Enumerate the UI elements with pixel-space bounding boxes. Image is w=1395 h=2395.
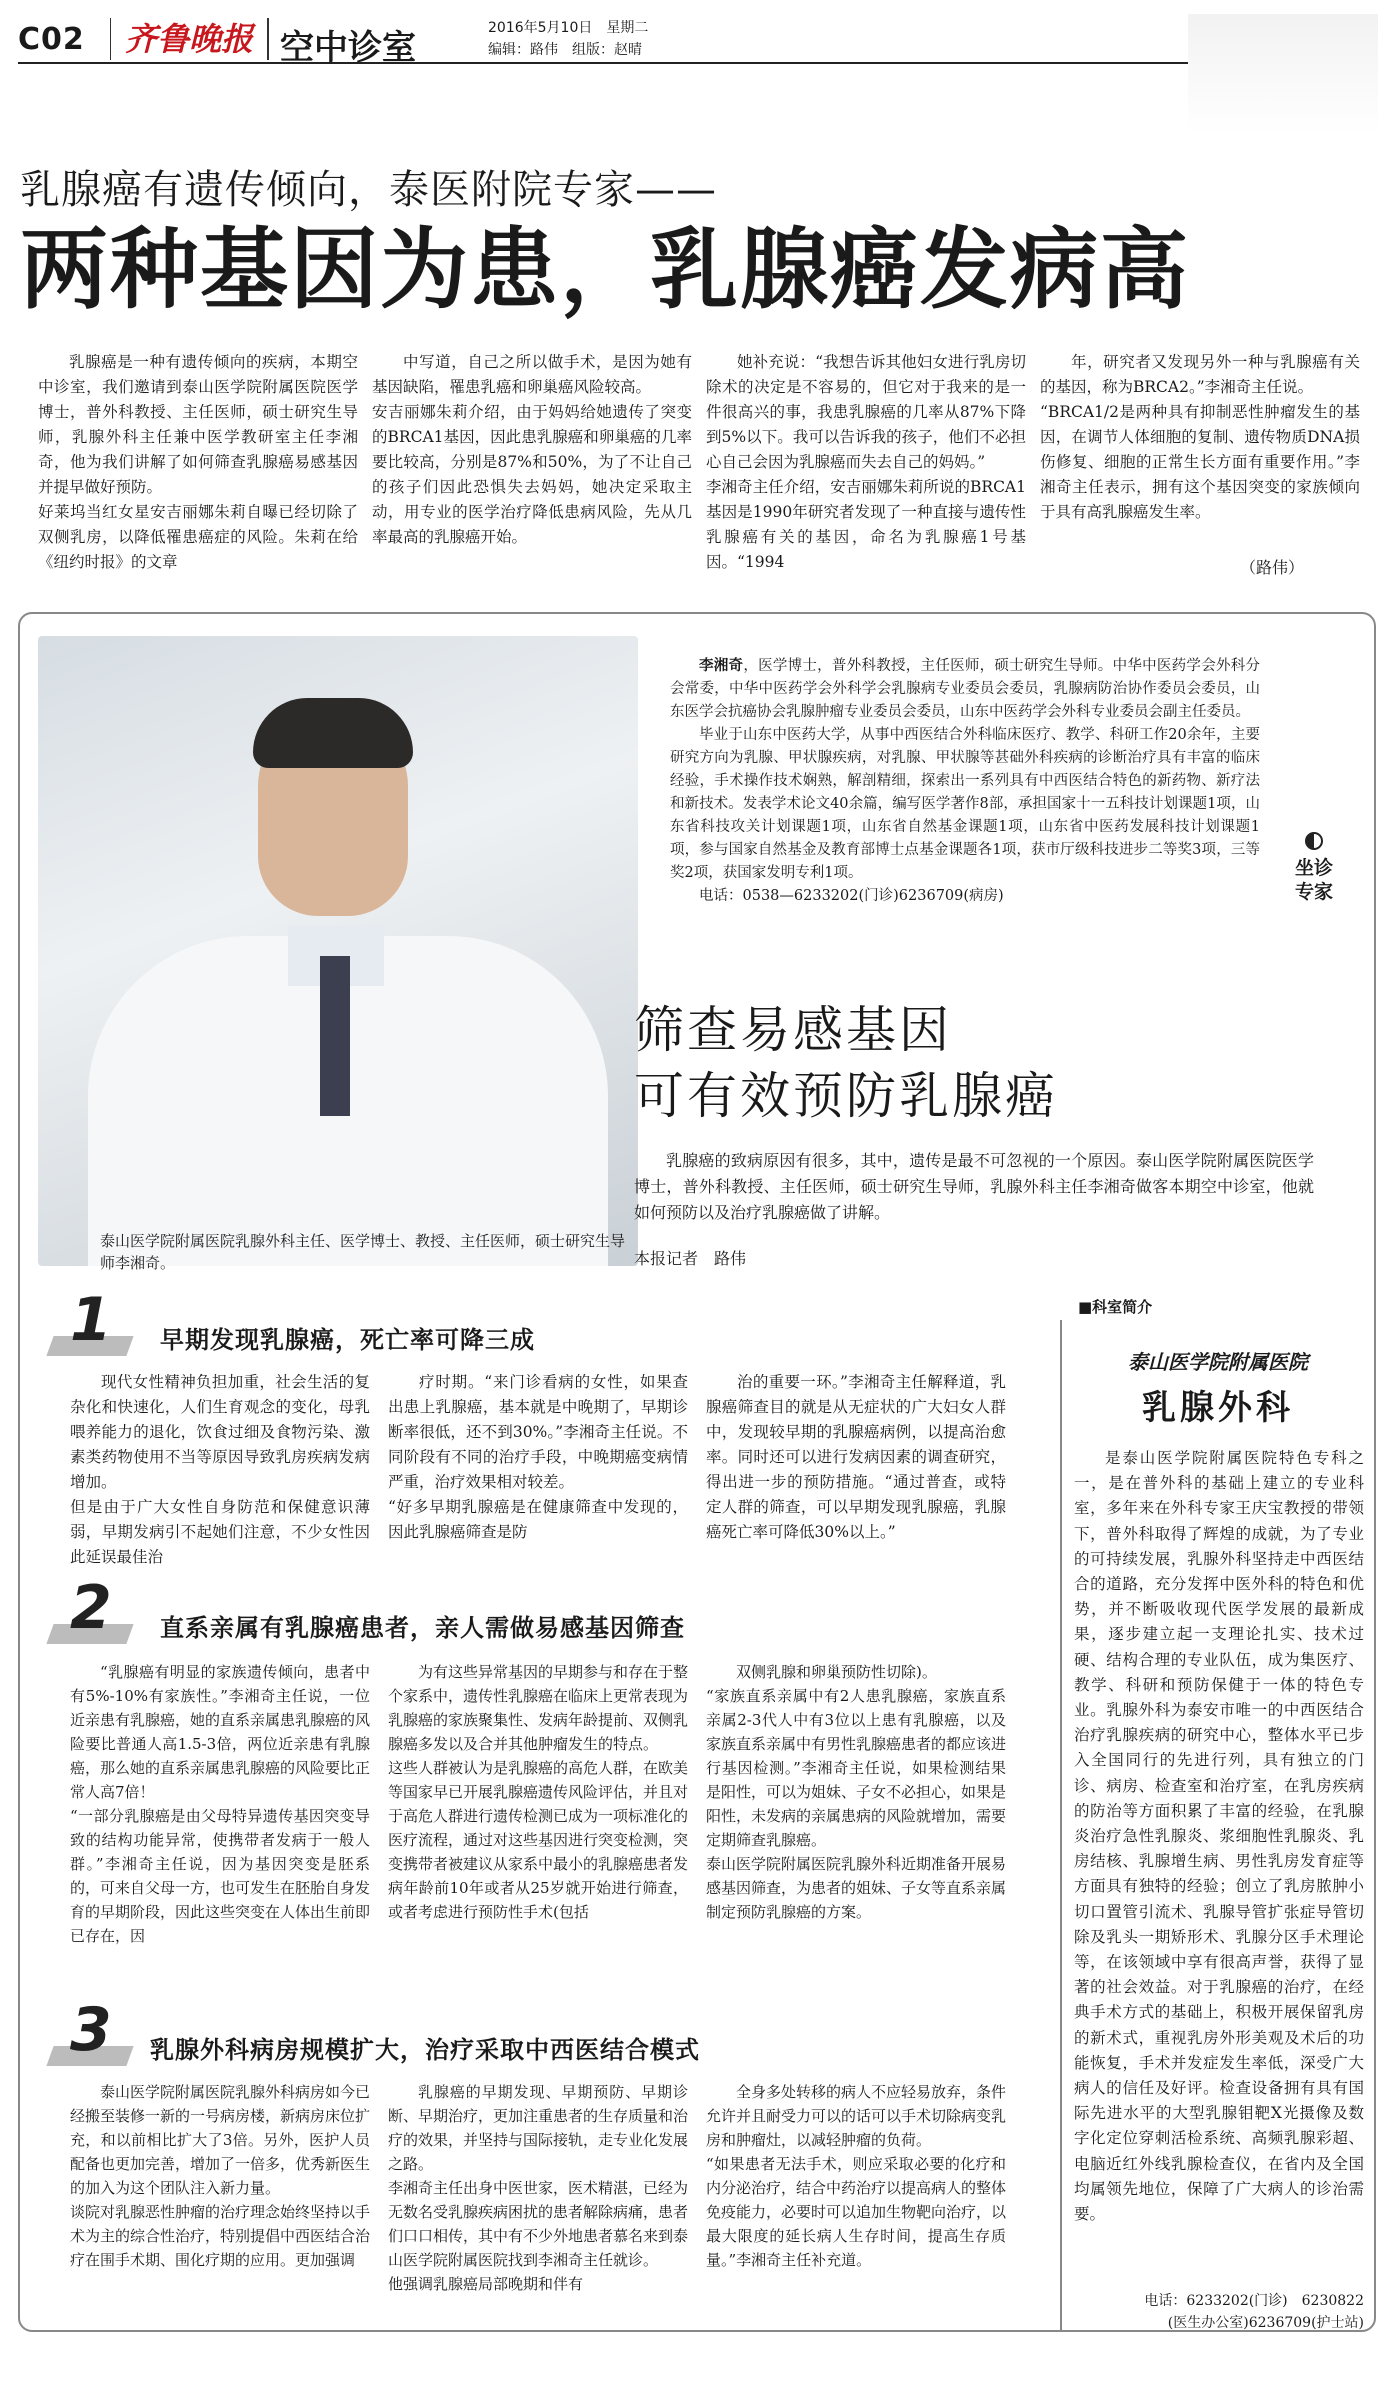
section-1-number: 1 bbox=[70, 1285, 112, 1355]
expert-tag bbox=[1295, 832, 1333, 904]
editor-line: 编辑：路伟 组版：赵晴 bbox=[488, 42, 642, 58]
top-article-text: 中写道，自己之所以做手术，是因为她有基因缺陷，罹患乳癌和卵巢癌风险较高。 安吉丽娜朱莉介绍，由于妈妈给她遗传了突变的BRCA1基因，因此患乳腺癌和卵巢癌的几率要比较高，分别是87%和50%，为了不让自己的孩子们因此恐惧失去妈妈，她决定采取主动，用专业的医学治疗降低患病风险，先从几率最高的乳腺癌开始。 bbox=[372, 353, 692, 546]
sidebar-hospital: 泰山医学院附属医院 bbox=[1128, 1350, 1308, 1374]
section-2-col-3 bbox=[706, 1660, 1006, 1924]
top-article-text: 乳腺癌是一种有遗传倾向的疾病，本期空中诊室，我们邀请到泰山医学院附属医院医学博士，普外科教授、主任医师，硕士研究生导师，乳腺外科主任兼中医学教研室主任李湘奇，他为我们讲解了如何筛查乳腺癌易感基因并提早做好预防。 好莱坞当红女星安吉丽娜朱莉自曝已经切除了双侧乳房，以降低罹患癌症的风险。朱莉在给《纽约时报》的文章 bbox=[38, 353, 358, 571]
reporter-line: 本报记者 路伟 bbox=[634, 1249, 747, 1268]
section-3-number: 3 bbox=[70, 1995, 112, 2065]
sidebar-phone: (医生办公室)6236709(护士站) bbox=[1167, 2315, 1364, 2331]
headline-kicker: 乳腺癌有遗传倾向，泰医附院专家—— bbox=[20, 167, 717, 213]
photo-caption: 泰山医学院附属医院乳腺外科主任、医学博士、教授、主任医师，硕士研究生导师李湘奇。 bbox=[100, 1232, 626, 1272]
header-decoration bbox=[1188, 14, 1378, 134]
top-article-text: 年，研究者又发现另外一种与乳腺癌有关的基因，称为BRCA2。”李湘奇主任说。 “BRCA1/2是两种具有抑制恶性肿瘤发生的基因，在调节人体细胞的复制、遗传物质DNA损伤修复、细胞的正常生长方面有重要作用。”李湘奇主任表示，拥有这个基因突变的家族倾向于具有高乳腺癌发生率。 bbox=[1040, 353, 1360, 521]
feature-subtitle-1: 筛查易感基因 bbox=[634, 1001, 952, 1059]
top-article-col-3 bbox=[706, 350, 1026, 575]
feature-subtitle-2: 可有效预防乳腺癌 bbox=[634, 1067, 1058, 1125]
section-text: 为有这些异常基因的早期参与和存在于整个家系中，遗传性乳腺癌在临床上更常表现为乳腺癌的家族聚集性、发病年龄提前、双侧乳腺癌多发以及合并其他肿瘤发生的特点。 这些人群被认为是乳腺癌的高危人群，在欧美等国家早已开展乳腺癌遗传风险评估，并且对于高危人群进行遗传检测已成为一项标准化的医疗流程，通过对这些基因进行突变检测，突变携带者被建议从家系中最小的乳腺癌患者发病年龄前10年或者从25岁就开始进行筛查，或者考虑进行预防性手术(包括 bbox=[388, 1663, 689, 1921]
section-title: 空中诊室 bbox=[280, 28, 416, 68]
bio-phone: 电话：0538—6233202(门诊)6236709(病房) bbox=[699, 888, 1004, 904]
headline-title: 两种基因为患，乳腺癌发病高 bbox=[20, 218, 1191, 321]
section-2-col-1 bbox=[70, 1660, 370, 1948]
sidebar-body: 是泰山医学院附属医院特色专科之一，是在普外科的基础上建立的专业科室，多年来在外科专家王庆宝教授的带领下，普外科取得了辉煌的成就，为了专业的可持续发展，乳腺外科坚持走中西医结合的道路，充分发挥中医外科的特色和优势，并不断吸收现代医学发展的最新成果，逐步建立起一支理论扎实、技术过硬、结构合理的专业队伍，成为集医疗、教学、科研和预防保健于一体的特色专业。乳腺外科为泰安市唯一的中西医结合治疗乳腺疾病的研究中心，整体水平已步入全国同行的先进行列，具有独立的门诊、病房、检查室和治疗室，在乳房疾病的防治等方面积累了丰富的经验，在乳腺炎治疗急性乳腺炎、浆细胞性乳腺炎、乳房结核、乳腺增生病、男性乳房发育症等方面具有独特的经验；创立了乳房脓肿小切口置管引流术、乳腺导管扩张症导管切除及乳头一期矫形术、乳腺分区手术理论等，在该领域中享有很高声誉，获得了显著的社会效益。对于乳腺癌的治疗，在经典手术方式的基础上，积极开展保留乳房的新术式，重视乳房外形美观及术后的功能恢复，手术并发症发生率低，深受广大病人的信任及好评。检查设备拥有具有国际先进水平的大型乳腺钼靶X光摄像及数字化定位穿刺活检系统、高频乳腺彩超、电脑近红外线乳腺检查仪，在省内及全国均属领先地位，保障了广大病人的诊治需要。 bbox=[1074, 1449, 1364, 2224]
sidebar-divider bbox=[1060, 1320, 1062, 2330]
sidebar-tag: ■科室简介 bbox=[1078, 1298, 1153, 1316]
section-2-col-2 bbox=[388, 1660, 688, 1924]
section-text: “乳腺癌有明显的家族遗传倾向，患者中有5%-10%有家族性。”李湘奇主任说，一位近亲患有乳腺癌，她的直系亲属患乳腺癌的风险要比普通人高1.5-3倍，两位近亲患有乳腺癌，那么她的直系亲属患乳腺癌的风险要比正常人高7倍！ “一部分乳腺癌是由父母特异遗传基因突变导致的结构功能异常，使携带者发病于一般人群。”李湘奇主任说，因为基因突变是胚系的，可来自父母一方，也可发生在胚胎自身发育的早期阶段，因此这些突变在人体出生前即已存在，因 bbox=[70, 1663, 371, 1945]
sidebar-dept: 乳腺外科 bbox=[1142, 1388, 1294, 1428]
section-text: 双侧乳腺和卵巢预防性切除)。 “家族直系亲属中有2人患乳腺癌，家族直系亲属2-3代人中有3位以上患有乳腺癌，以及家族直系亲属中有男性乳腺癌患者的都应该进行基因检测。”李湘奇主任说，如果检测结果是阳性，可以为姐妹、子女不必担心，如果是阳性，未发病的亲属患病的风险就增加，需要定期筛查乳腺癌。 泰山医学院附属医院乳腺外科近期准备开展易感基因筛查，为患者的姐妹、子女等直系亲属制定预防乳腺癌的方案。 bbox=[706, 1663, 1007, 1921]
section-1-col-1 bbox=[70, 1370, 370, 1570]
section-3-col-2 bbox=[388, 2080, 688, 2296]
sidebar-phone: 电话：6233202(门诊) 6230822 bbox=[1144, 2293, 1364, 2309]
sidebar-contact bbox=[1074, 2290, 1364, 2334]
date-line: 2016年5月10日 星期二 bbox=[488, 20, 649, 36]
section-text: 泰山医学院附属医院乳腺外科病房如今已经搬至装修一新的一号病房楼，新病房床位扩充，和以前相比扩大了3倍。另外，医护人员配备也更加完善，增加了一倍多，优秀新医生的加入为这个团队注入新力量。 谈院对乳腺恶性肿瘤的治疗理念始终坚持以手术为主的综合性治疗，特别提倡中西医结合治疗在围手术期、围化疗期的应用。更加强调 bbox=[70, 2083, 371, 2269]
page-number: C02 bbox=[18, 22, 85, 57]
section-2-number: 2 bbox=[70, 1573, 112, 1643]
half-circle-icon bbox=[1305, 832, 1323, 850]
masthead bbox=[18, 14, 1378, 68]
section-3-col-1 bbox=[70, 2080, 370, 2272]
section-text: 治的重要一环。”李湘奇主任解释道，乳腺癌筛查目的就是从无症状的广大妇女人群中，发现较早期的乳腺癌病例，以提高治愈率。同时还可以进行发病因素的调查研究，得出进一步的预防措施。“通过普查，或特定人群的筛查，可以早期发现乳腺癌，乳腺癌死亡率可降低30%以上。” bbox=[706, 1373, 1006, 1541]
bio-text: ，医学博士，普外科教授，主任医师，硕士研究生导师。中华中医药学会外科分会常委，中华中医药学会外科学会乳腺病专业委员会委员，乳腺病防治协作委员会委员，山东医学会抗癌协会乳腺肿瘤专业委员会委员，山东中医药学会外科专业委员会副主任委员。 bbox=[670, 658, 1260, 720]
section-text: 乳腺癌的早期发现、早期预防、早期诊断、早期治疗，更加注重患者的生存质量和治疗的效果，并坚持与国际接轨，走专业化发展之路。 李湘奇主任出身中医世家，医术精湛，已经为无数名受乳腺疾病困扰的患者解除病痛，患者们口口相传，其中有不少外地患者慕名来到泰山医学院附属医院找到李湘奇主任就诊。 他强调乳腺癌局部晚期和伴有 bbox=[388, 2083, 689, 2293]
section-2-title: 直系亲属有乳腺癌患者，亲人需做易感基因筛查 bbox=[160, 1614, 685, 1642]
section-1-col-2 bbox=[388, 1370, 688, 1545]
expert-tag-label: 坐诊专家 bbox=[1295, 857, 1334, 903]
section-1-title: 早期发现乳腺癌，死亡率可降三成 bbox=[160, 1326, 535, 1354]
section-3-col-3 bbox=[706, 2080, 1006, 2272]
top-article-col-2 bbox=[372, 350, 692, 550]
expert-name: 李湘奇 bbox=[699, 657, 744, 674]
section-text: 疗时期。“来门诊看病的女性，如果查出患上乳腺癌，基本就是中晚期了，早期诊断率很低，还不到30%。”李湘奇主任说。不同阶段有不同的治疗手段，中晚期癌变病情严重，治疗效果相对较差。 “好多早期乳腺癌是在健康筛查中发现的，因此乳腺癌筛查是防 bbox=[388, 1373, 688, 1541]
section-text: 现代女性精神负担加重，社会生活的复杂化和快速化，人们生育观念的变化，母乳喂养能力的退化，饮食过细及食物污染、激素类药物使用不当等原因导致乳房疾病发病增加。 但是由于广大女性自身防范和保健意识薄弱，早期发病引不起她们注意，不少女性因此延误最佳治 bbox=[70, 1373, 370, 1566]
section-3-title: 乳腺外科病房规模扩大，治疗采取中西医结合模式 bbox=[150, 2036, 700, 2064]
top-article-col-1 bbox=[38, 350, 358, 575]
top-article-byline: （路伟） bbox=[1240, 558, 1305, 577]
section-text: 全身多处转移的病人不应轻易放弃，条件允许并且耐受力可以的话可以手术切除病变乳房和肿瘤灶，以减轻肿瘤的负荷。 “如果患者无法手术，则应采取必要的化疗和内分泌治疗，结合中药治疗以提高病人的整体免疫能力，必要时可以追加生物靶向治疗，以最大限度的延长病人生存时间，提高生存质量。”李湘奇主任补充道。 bbox=[706, 2083, 1007, 2269]
feature-lead: 乳腺癌的致病原因有很多，其中，遗传是最不可忽视的一个原因。泰山医学院附属医院医学博士，普外科教授、主任医师，硕士研究生导师，乳腺外科主任李湘奇做客本期空中诊室，他就如何预防以及治疗乳腺癌做了讲解。 bbox=[634, 1151, 1314, 1222]
section-1-col-3 bbox=[706, 1370, 1006, 1545]
top-article-text: 她补充说：“我想告诉其他妇女进行乳房切除术的决定是不容易的，但它对于我来的是一件很高兴的事，我患乳腺癌的几率从87%下降到5%以下。我可以告诉我的孩子，他们不必担心自己会因为乳腺癌而失去自己的妈妈。” 李湘奇主任介绍，安吉丽娜朱莉所说的BRCA1基因是1990年研究者发现了一种直接与遗传性乳腺癌有关的基因，命名为乳腺癌1号基因。“1994 bbox=[706, 353, 1026, 571]
top-article-col-4 bbox=[1040, 350, 1360, 525]
bio-text: 毕业于山东中医药大学，从事中西医结合外科临床医疗、教学、科研工作20余年，主要研究方向为乳腺、甲状腺疾病，对乳腺、甲状腺等甚础外科疾病的诊断治疗具有丰富的临床经验，手术操作技术娴熟，解剖精细，探索出一系列具有中西医结合特色的新药物、新疗法和新技术。发表学术论文40余篇，编写医学著作8部，承担国家十一五科技计划课题1项，山东省科技攻关计划课题1项，山东省自然基金课题1项，山东省中医药发展科技计划课题1项，参与国家自然基金及教育部博士点基金课题各1项，获市厅级科技进步二等奖3项，三等奖2项，获国家发明专利1项。 bbox=[670, 727, 1260, 881]
expert-bio bbox=[670, 654, 1260, 908]
paper-logo: 齐鲁晚报 bbox=[110, 18, 269, 60]
expert-photo bbox=[38, 636, 638, 1266]
